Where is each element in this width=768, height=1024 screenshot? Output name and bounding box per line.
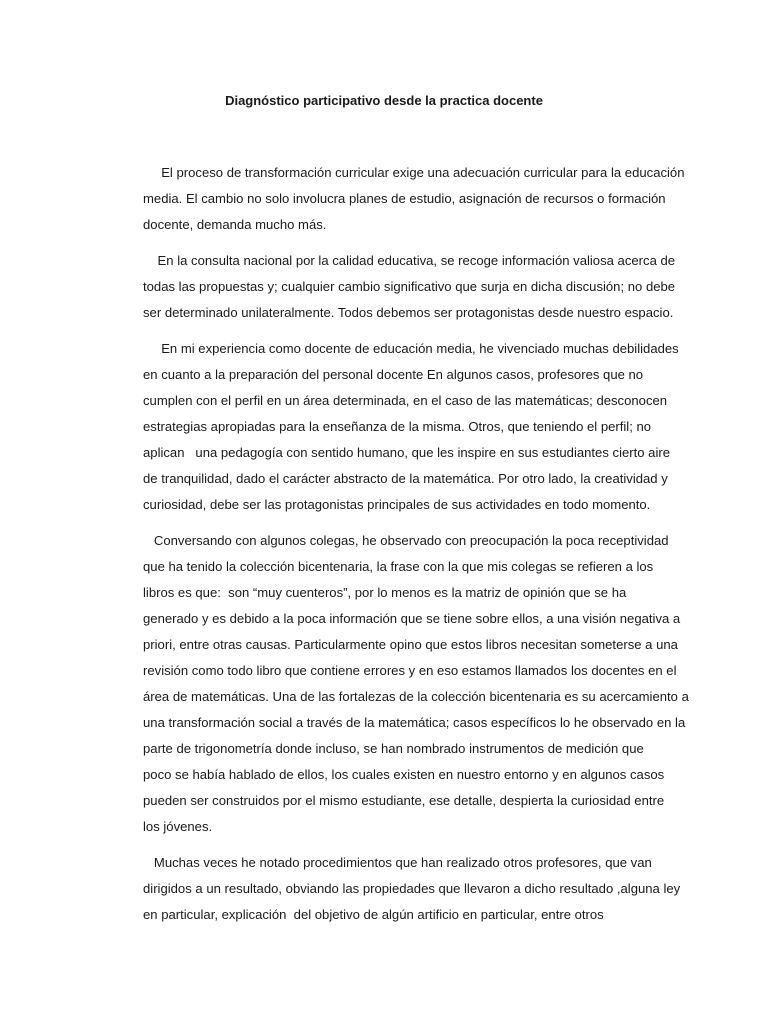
text-line: media. El cambio no solo involucra planes de estudio, asignación de recursos o formación <box>143 191 666 206</box>
text-line: Conversando con algunos colegas, he observado con preocupación la poca receptividad <box>143 533 669 548</box>
text-line: En mi experiencia como docente de educación media, he vivenciado muchas debilidades <box>143 341 679 356</box>
text-line: de tranquilidad, dado el carácter abstracto de la matemática. Por otro lado, la creatividad y <box>143 471 668 486</box>
text-line: área de matemáticas. Una de las fortalezas de la colección bicentenaria es su acercamiento a <box>143 689 689 704</box>
text-line: priori, entre otras causas. Particularmente opino que estos libros necesitan someterse a una <box>143 637 678 652</box>
text-line: ser determinado unilateralmente. Todos debemos ser protagonistas desde nuestro espacio. <box>143 305 674 320</box>
paragraph-5 <box>143 850 703 928</box>
text-line: todas las propuestas y; cualquier cambio significativo que surja en dicha discusión; no debe <box>143 279 676 294</box>
text-line: El proceso de transformación curricular exige una adecuación curricular para la educación <box>143 165 685 180</box>
paragraph-2 <box>143 248 703 326</box>
document-body <box>143 160 703 928</box>
text-line: en cuanto a la preparación del personal docente En algunos casos, profesores que no <box>143 367 644 382</box>
text-line: aplican una pedagogía con sentido humano, que les inspire en sus estudiantes cierto aire <box>143 445 671 460</box>
text-line: libros es que: son “muy cuenteros”, por lo menos es la matriz de opinión que se ha <box>143 585 627 600</box>
paragraph-1 <box>143 160 703 238</box>
text-line: parte de trigonometría donde incluso, se han nombrado instrumentos de medición que <box>143 741 644 756</box>
paragraph-3 <box>143 336 703 518</box>
text-line: generado y es debido a la poca información que se tiene sobre ellos, a una visión negativa a <box>143 611 681 626</box>
text-line: revisión como todo libro que contiene errores y en eso estamos llamados los docentes en el <box>143 663 677 678</box>
text-line: en particular, explicación del objetivo de algún artificio en particular, entre otros <box>143 907 604 922</box>
text-line: poco se había hablado de ellos, los cuales existen en nuestro entorno y en algunos casos <box>143 767 665 782</box>
text-line: cumplen con el perfil en un área determinada, en el caso de las matemáticas; desconocen <box>143 393 668 408</box>
text-line: una transformación social a través de la matemática; casos específicos lo he observado en la <box>143 715 686 730</box>
paragraph-4 <box>143 528 703 840</box>
text-line: Muchas veces he notado procedimientos que han realizado otros profesores, que van <box>143 855 652 870</box>
text-line: pueden ser construidos por el mismo estudiante, ese detalle, despierta la curiosidad entre <box>143 793 665 808</box>
document-title: Diagnóstico participativo desde la practica docente <box>225 93 543 108</box>
text-line: docente, demanda mucho más. <box>143 217 327 232</box>
text-line: los jóvenes. <box>143 819 213 834</box>
text-line: estrategias apropiadas para la enseñanza de la misma. Otros, que teniendo el perfil; no <box>143 419 652 434</box>
text-line: que ha tenido la colección bicentenaria, la frase con la que mis colegas se refieren a los <box>143 559 654 574</box>
text-line: En la consulta nacional por la calidad educativa, se recoge información valiosa acerca de <box>143 253 676 268</box>
text-line: dirigidos a un resultado, obviando las propiedades que llevaron a dicho resultado ,alguna ley <box>143 881 681 896</box>
text-line: curiosidad, debe ser las protagonistas principales de sus actividades en todo momento. <box>143 497 651 512</box>
